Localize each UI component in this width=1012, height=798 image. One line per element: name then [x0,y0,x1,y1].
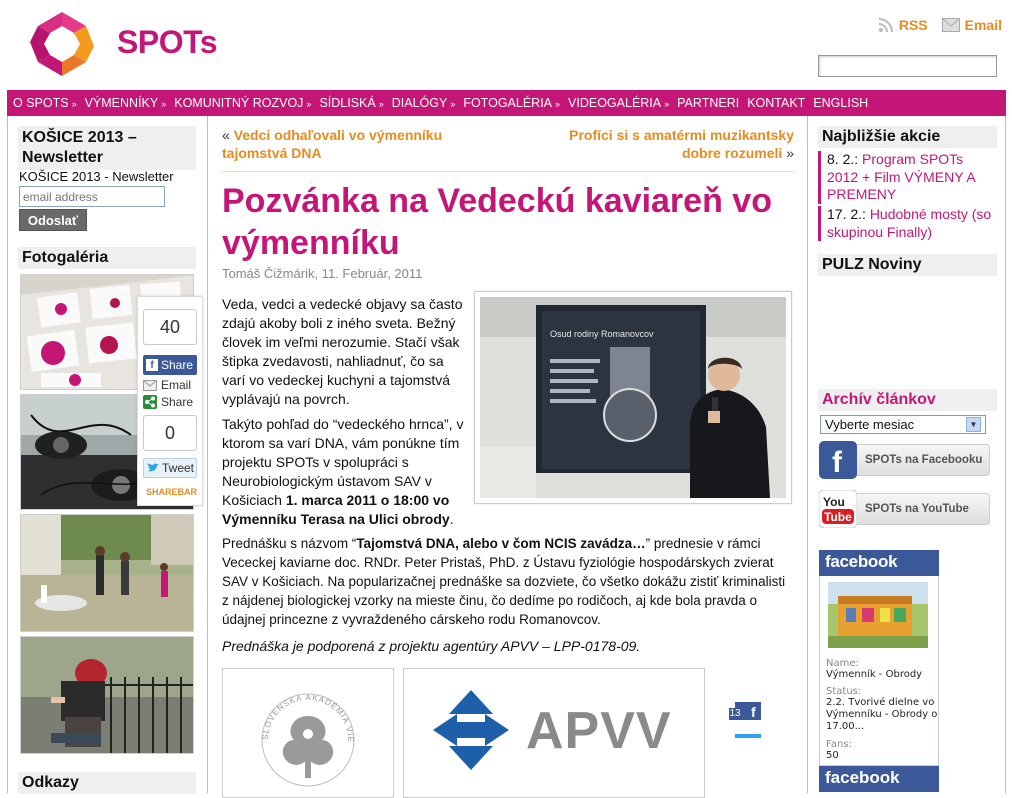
rss-label: RSS [898,17,928,33]
p2-text: Takýto pohľad do “vedeckého hrnca”, v ktorom sa varí DNA, vám ponúkne tím projektu SPOTs v spolupráci s Neurobiologickým ústavom SAV v Košiciach [222,416,464,508]
nav-item-vymenniky[interactable] [85,96,167,110]
nav-label: DIALÓGY [391,96,448,110]
nav-label: SÍDLISKÁ [319,96,376,110]
generic-share-button[interactable] [143,395,193,409]
apvv-logo-text: APVV [526,702,672,760]
article [222,116,794,793]
facebook-fan-box [819,550,939,793]
youtube-page-label: SPOTs na YouTube [865,503,969,515]
facebook-box-title: facebook [819,550,939,576]
links-title: Odkazy [18,772,196,794]
nav-label: VÝMENNÍKY [84,96,159,110]
fb-fans-count: 50 [826,750,839,761]
twitter-bird-icon [147,463,159,473]
fb-status-text: 2.2. Tvorivé dielne vo Výmenníku - Obrody o 17.00... [826,697,938,732]
lecture-title: Tajomstvá DNA, alebo v čom NCIS zavádza… [356,536,646,551]
gallery-title: Fotogaléria [18,247,196,269]
facebook-page-label: SPOTs na Facebooku [865,454,983,466]
chevron-down-icon: ▼ [966,417,981,432]
email-link[interactable] [942,17,1002,33]
facebook-page-photo[interactable] [828,582,928,648]
archive-select-value: Vyberte mesiac [825,417,915,432]
facebook-box-body [819,576,939,766]
facebook-share-label: Share [161,358,194,372]
spots-logo-icon[interactable] [28,10,96,78]
facebook-icon: f [146,359,158,371]
chevron-down-icon: » [71,99,77,109]
nav-label: PARTNERI [677,96,740,110]
share-widget [137,296,203,506]
tweet-button[interactable] [143,458,197,478]
nav-item-dialogy[interactable] [392,96,456,110]
next-post [534,126,794,162]
youtube-page-button[interactable] [820,493,990,525]
nav-label: ENGLISH [813,96,869,110]
twitter-share-count: 0 [143,415,197,451]
archive-title: Archív článkov [818,389,997,411]
archive-month-select[interactable] [820,415,986,434]
site-name[interactable]: SPOTs [117,24,218,60]
nav-item-komunitny-rozvoj[interactable] [174,96,311,110]
facebook-share-button[interactable] [143,355,197,375]
event-date: 8. 2.: [827,151,859,167]
youtube-icon [819,490,857,528]
slide-heading: Osud rodiny Romanovcov [550,329,654,339]
share-icon [143,395,157,409]
pulz-title: PULZ Noviny [818,254,997,276]
article-byline: Tomáš Čižmárik, 11. Február, 2011 [222,266,423,281]
facebook-like-icon[interactable] [729,702,761,738]
facebook-share-count: 40 [143,309,197,345]
event-item [818,151,997,204]
svg-text:You: You [823,495,845,509]
sav-logo [222,668,394,798]
prev-marker: « [222,127,230,143]
email-label: Email [964,17,1002,33]
top-links [878,17,1002,33]
nav-label: O SPOTS [13,96,69,110]
p2-end: . [449,511,454,527]
fb-name-label: Name: [826,658,859,669]
facebook-like-count: 13 [729,708,741,719]
funding-note: Prednáška je podporená z projektu agentúry APVV – LPP-0178-09. [222,638,641,654]
chevron-down-icon: » [450,99,456,109]
nav-item-partneri[interactable] [677,96,739,110]
sharebar-label[interactable]: SHAREBAR [146,487,198,497]
fb-fans-label: Fans: [826,739,852,750]
chevron-down-icon: » [555,99,561,109]
event-datetime: 1. marca 2011 o 18:00 vo Výmenníku Terasa na Ulici obrody [222,492,450,527]
nav-item-o-spots[interactable] [13,96,77,110]
article-paragraph [222,415,465,529]
rss-link[interactable] [878,17,928,33]
chevron-down-icon: » [161,99,167,109]
tweet-label: Tweet [162,461,195,475]
nav-label: KONTAKT [747,96,806,110]
email-share-button[interactable] [143,378,191,392]
nav-item-fotogaleria[interactable] [463,96,560,110]
nav-item-kontakt[interactable] [747,96,805,110]
event-item [818,206,997,241]
fb-page-name[interactable]: Výmenník - Obrody [826,669,923,680]
next-marker: » [786,145,794,161]
facebook-box-title-secondary: facebook [819,766,939,792]
apvv-logo [403,668,705,798]
chevron-down-icon: » [664,99,670,109]
svg-text:f: f [751,704,756,720]
right-sidebar [807,116,1006,793]
nav-item-english[interactable] [813,96,868,110]
generic-share-label: Share [161,395,194,409]
article-title: Pozvánka na Vedeckú kaviareň vo výmenníku [222,182,772,262]
seal-text: SLOVENSKÁ AKADÉMIA VIE [260,692,356,743]
article-photo [474,291,792,504]
p3-start: Prednášku s názvom “ [222,536,357,551]
post-navigation [222,126,794,172]
event-link[interactable]: Hudobné mosty (so skupinou Finally) [827,206,992,240]
search-input[interactable] [818,55,997,77]
nav-item-sidliska[interactable] [319,96,383,110]
event-date: 17. 2.: [827,206,866,222]
article-paragraph [222,534,794,629]
newsletter-title: KOŠICE 2013 – Newsletter [18,126,196,170]
main-nav [7,90,1006,116]
event-link[interactable]: Program SPOTs 2012 + Film VÝMENY A PREMENY [827,151,975,202]
nav-label: VIDEOGALÉRIA [568,96,662,110]
email-share-label: Email [161,378,192,392]
chevron-down-icon: » [306,99,312,109]
svg-text:f: f [832,446,842,479]
nav-label: KOMUNITNÝ ROZVOJ [174,96,304,110]
newsletter-email-field[interactable] [19,186,165,207]
rss-icon [878,17,894,33]
facebook-page-button[interactable] [820,444,990,479]
nav-label: FOTOGALÉRIA [463,96,553,110]
events-title: Najbližšie akcie [818,126,997,148]
gallery-photo[interactable] [20,636,194,754]
svg-text:Tube: Tube [824,510,852,524]
gallery-photo[interactable] [20,514,194,632]
next-post-link[interactable]: Profíci si s amatérmi muzikantsky dobre rozumeli [569,127,794,161]
facebook-icon [819,441,857,479]
p3-rest: ” prednesie v rámci Vececkej kaviarne doc. RNDr. Peter Pristaš, PhD. z Ústavu fyziológie hospodárskych zvierat SAV v Košiciach. Na popularizačnej prednáške sa dozviete, čo všetko dokážu zistiť kriminalisti z nájdenej biologickej vzorky na mieste činu, čo dedíme po rodičoch, aj kde bola pravda o údajnej princezne z vyvraždeného cárskeho rodu Romanovcov. [222,536,786,627]
previous-post [222,126,482,162]
envelope-icon [942,18,960,32]
nav-item-videogaleria[interactable] [568,96,669,110]
chevron-down-icon: » [378,99,384,109]
newsletter-submit-button[interactable]: Odoslať [19,209,87,231]
article-paragraph: Veda, vedci a vedecké objavy sa často zdajú akoby boli z iného sveta. Bežný človek im veľmi nerozumie. Stačí však štipka zvedavosti, nahliadnuť, čo sa varí vo vedeckej kuchyni a tajomstvá vyplávajú na povrch. [222,296,463,407]
fb-status-label: Status: [826,686,862,697]
previous-post-link[interactable]: Vedci odhaľovali vo výmenníku tajomstvá DNA [222,127,443,161]
newsletter-subtitle: KOŠICE 2013 - Newsletter [19,169,174,184]
envelope-icon [143,380,157,391]
